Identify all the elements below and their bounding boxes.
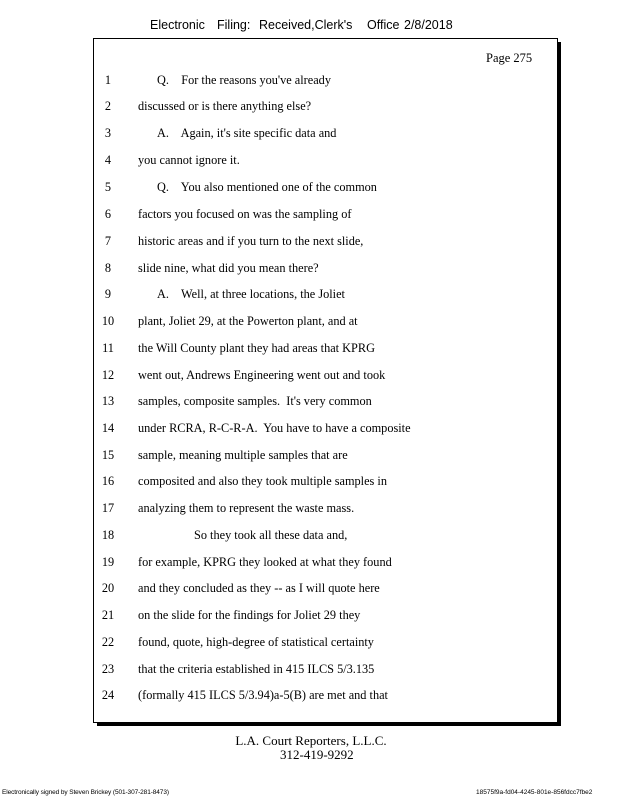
transcript-line bbox=[0, 368, 618, 384]
line-text: on the slide for the findings for Joliet 29 they bbox=[138, 608, 361, 622]
line-number: 13 bbox=[101, 394, 115, 408]
filing-stamp-header bbox=[0, 18, 618, 34]
transcript-line bbox=[0, 261, 618, 277]
transcript-line bbox=[0, 153, 618, 169]
transcript-line bbox=[0, 501, 618, 517]
line-text: composited and also they took multiple samples in bbox=[138, 474, 387, 488]
line-text: historic areas and if you turn to the next slide, bbox=[138, 234, 364, 248]
line-text: went out, Andrews Engineering went out and took bbox=[138, 368, 386, 382]
line-number: 19 bbox=[101, 555, 115, 569]
line-text: A. Again, it's site specific data and bbox=[157, 126, 337, 140]
line-text: discussed or is there anything else? bbox=[138, 99, 312, 113]
line-number: 3 bbox=[104, 126, 112, 140]
line-text: you cannot ignore it. bbox=[138, 153, 240, 167]
line-number: 12 bbox=[101, 368, 115, 382]
document-id: 18575f9a-fd04-4245-801e-856fdcc7fbe2 bbox=[476, 789, 593, 796]
line-number: 6 bbox=[104, 207, 112, 221]
line-text: sample, meaning multiple samples that are bbox=[138, 448, 348, 462]
transcript-line bbox=[0, 528, 618, 544]
line-number: 1 bbox=[104, 73, 112, 87]
line-number: 9 bbox=[104, 287, 112, 301]
transcript-line bbox=[0, 287, 618, 303]
line-text: A. Well, at three locations, the Joliet bbox=[157, 287, 345, 301]
line-number: 17 bbox=[101, 501, 115, 515]
line-number: 10 bbox=[101, 314, 115, 328]
line-text: So they took all these data and, bbox=[194, 528, 348, 542]
line-text: factors you focused on was the sampling of bbox=[138, 207, 352, 221]
line-text: under RCRA, R-C-R-A. You have to have a composite bbox=[138, 421, 411, 435]
transcript-line bbox=[0, 180, 618, 196]
line-text: Q. For the reasons you've already bbox=[157, 73, 331, 87]
header-filing: Filing: bbox=[217, 18, 251, 32]
line-text: and they concluded as they -- as I will quote here bbox=[138, 581, 380, 595]
line-number: 7 bbox=[104, 234, 112, 248]
line-number: 15 bbox=[101, 448, 115, 462]
transcript-line bbox=[0, 421, 618, 437]
line-text: analyzing them to represent the waste mass. bbox=[138, 501, 355, 515]
transcript-line bbox=[0, 555, 618, 571]
line-number: 21 bbox=[101, 608, 115, 622]
transcript-line bbox=[0, 234, 618, 250]
transcript-line bbox=[0, 207, 618, 223]
line-text: samples, composite samples. It's very common bbox=[138, 394, 372, 408]
header-received: Received,Clerk's bbox=[259, 18, 353, 32]
transcript-line bbox=[0, 341, 618, 357]
line-number: 20 bbox=[101, 581, 115, 595]
court-reporter-name: L.A. Court Reporters, L.L.C. bbox=[235, 733, 387, 748]
transcript-line bbox=[0, 126, 618, 142]
line-text: for example, KPRG they looked at what they found bbox=[138, 555, 392, 569]
electronic-signature: Electronically signed by Steven Brickey (501-307-281-8473) bbox=[2, 789, 169, 796]
line-number: 22 bbox=[101, 635, 115, 649]
line-number: 2 bbox=[104, 99, 112, 113]
line-text: that the criteria established in 415 ILCS 5/3.135 bbox=[138, 662, 375, 676]
line-text: found, quote, high-degree of statistical certainty bbox=[138, 635, 374, 649]
page-number: Page 275 bbox=[486, 51, 533, 65]
line-text: plant, Joliet 29, at the Powerton plant, and at bbox=[138, 314, 358, 328]
line-text: the Will County plant they had areas that KPRG bbox=[138, 341, 375, 355]
line-number: 11 bbox=[102, 341, 114, 355]
line-number: 23 bbox=[101, 662, 115, 676]
frame-shadow-bottom bbox=[97, 723, 561, 726]
transcript-line bbox=[0, 474, 618, 490]
header-electronic: Electronic bbox=[150, 18, 205, 32]
line-number: 8 bbox=[104, 261, 112, 275]
transcript-line bbox=[0, 73, 618, 89]
line-number: 4 bbox=[104, 153, 112, 167]
transcript-line bbox=[0, 314, 618, 330]
transcript-line bbox=[0, 635, 618, 651]
header-office: Office bbox=[367, 18, 400, 32]
line-text: Q. You also mentioned one of the common bbox=[157, 180, 377, 194]
header-date: 2/8/2018 bbox=[404, 18, 453, 32]
court-reporter-phone: 312-419-9292 bbox=[280, 747, 354, 762]
transcript-line bbox=[0, 394, 618, 410]
line-number: 5 bbox=[104, 180, 112, 194]
line-number: 24 bbox=[101, 688, 115, 702]
line-text: (formally 415 ILCS 5/3.94)a-5(B) are met and that bbox=[138, 688, 388, 702]
line-number: 14 bbox=[101, 421, 115, 435]
transcript-line bbox=[0, 608, 618, 624]
line-number: 18 bbox=[101, 528, 115, 542]
transcript-line bbox=[0, 662, 618, 678]
transcript-line bbox=[0, 99, 618, 115]
line-number: 16 bbox=[101, 474, 115, 488]
line-text: slide nine, what did you mean there? bbox=[138, 261, 319, 275]
transcript-line bbox=[0, 448, 618, 464]
transcript-line bbox=[0, 688, 618, 704]
transcript-line bbox=[0, 581, 618, 597]
